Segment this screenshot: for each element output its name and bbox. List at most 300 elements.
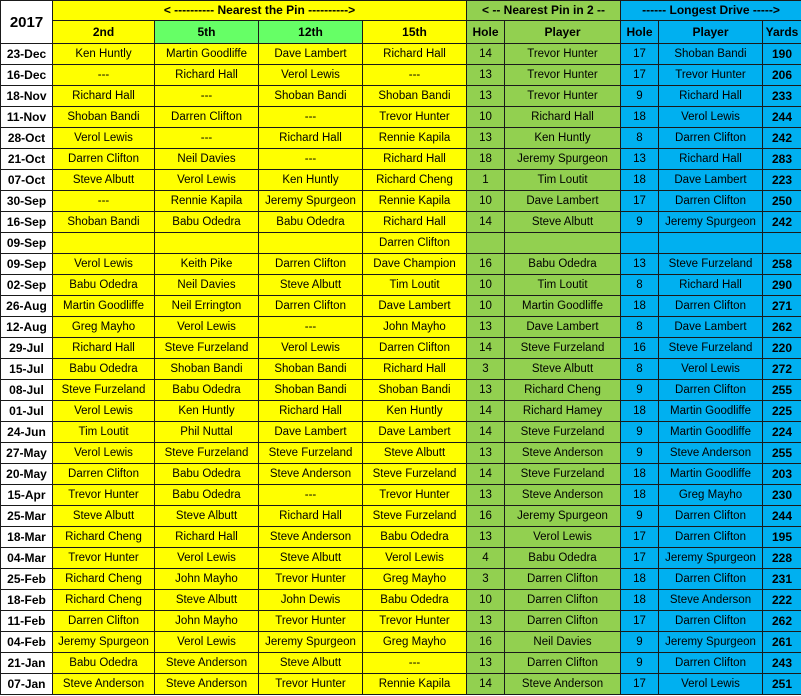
- nearest-pin-2nd-cell: Tim Loutit: [53, 422, 155, 443]
- nearest-pin-2nd-cell: ---: [53, 191, 155, 212]
- drive-hole-cell: 17: [621, 674, 659, 695]
- drive-player-cell: Jeremy Spurgeon: [659, 212, 763, 233]
- drive-player-cell: Verol Lewis: [659, 359, 763, 380]
- nearest-pin-12th-cell: ---: [259, 149, 363, 170]
- pin2-player-cell: Steve Anderson: [505, 674, 621, 695]
- nearest-pin-15th-cell: Dave Lambert: [363, 296, 467, 317]
- drive-player-cell: Darren Clifton: [659, 653, 763, 674]
- nearest-pin-15th-cell: Richard Hall: [363, 212, 467, 233]
- nearest-pin-5th-cell: Neil Errington: [155, 296, 259, 317]
- pin2-player-cell: Darren Clifton: [505, 590, 621, 611]
- date-cell: 07-Jan: [1, 674, 53, 695]
- nearest-pin-2nd-cell: Babu Odedra: [53, 275, 155, 296]
- table-row: [1, 233, 801, 254]
- column-header-row: [1, 21, 801, 44]
- table-row: [1, 590, 801, 611]
- nearest-pin-2nd-cell: Darren Clifton: [53, 611, 155, 632]
- drive-yards-cell: 244: [763, 107, 801, 128]
- table-row: [1, 212, 801, 233]
- nearest-pin-group-header: < ---------- Nearest the Pin ---------->: [53, 1, 467, 21]
- table-row: [1, 296, 801, 317]
- nearest-pin-15th-cell: Steve Furzeland: [363, 464, 467, 485]
- longest-drive-group-header: ------ Longest Drive ----->: [621, 1, 801, 21]
- drive-hole-cell: [621, 233, 659, 254]
- pin2-hole-cell: 10: [467, 275, 505, 296]
- table-row: [1, 254, 801, 275]
- table-row: [1, 107, 801, 128]
- nearest-pin-2nd-cell: Richard Hall: [53, 338, 155, 359]
- col-header-2nd: 2nd: [53, 21, 155, 44]
- pin2-player-cell: Steve Albutt: [505, 212, 621, 233]
- drive-hole-cell: 18: [621, 485, 659, 506]
- nearest-pin-2nd-cell: Steve Albutt: [53, 506, 155, 527]
- date-cell: 29-Jul: [1, 338, 53, 359]
- drive-hole-cell: 9: [621, 380, 659, 401]
- nearest-pin-15th-cell: Steve Albutt: [363, 443, 467, 464]
- nearest-pin-12th-cell: Ken Huntly: [259, 170, 363, 191]
- pin2-player-cell: Steve Anderson: [505, 443, 621, 464]
- drive-player-cell: Darren Clifton: [659, 506, 763, 527]
- nearest-pin-15th-cell: Greg Mayho: [363, 632, 467, 653]
- date-cell: 11-Nov: [1, 107, 53, 128]
- drive-player-cell: Darren Clifton: [659, 527, 763, 548]
- pin2-hole-cell: 16: [467, 506, 505, 527]
- date-cell: 18-Nov: [1, 86, 53, 107]
- nearest-pin-2nd-cell: Shoban Bandi: [53, 212, 155, 233]
- drive-yards-cell: 262: [763, 317, 801, 338]
- nearest-pin-2nd-cell: Steve Albutt: [53, 170, 155, 191]
- nearest-pin-2nd-cell: Ken Huntly: [53, 44, 155, 65]
- drive-yards-cell: 190: [763, 44, 801, 65]
- nearest-pin-5th-cell: ---: [155, 128, 259, 149]
- nearest-pin-5th-cell: Richard Hall: [155, 527, 259, 548]
- drive-yards-cell: 243: [763, 653, 801, 674]
- date-cell: 18-Mar: [1, 527, 53, 548]
- drive-yards-cell: [763, 233, 801, 254]
- drive-yards-cell: 206: [763, 65, 801, 86]
- date-cell: 18-Feb: [1, 590, 53, 611]
- nearest-pin-12th-cell: Dave Lambert: [259, 44, 363, 65]
- pin2-hole-cell: 18: [467, 149, 505, 170]
- pin2-hole-cell: 13: [467, 485, 505, 506]
- nearest-pin-12th-cell: Jeremy Spurgeon: [259, 632, 363, 653]
- table-row: [1, 422, 801, 443]
- table-row: [1, 170, 801, 191]
- nearest-pin-2nd-cell: Trevor Hunter: [53, 548, 155, 569]
- nearest-pin-5th-cell: ---: [155, 86, 259, 107]
- nearest-pin-12th-cell: Trevor Hunter: [259, 674, 363, 695]
- drive-yards-cell: 222: [763, 590, 801, 611]
- nearest-pin-12th-cell: Darren Clifton: [259, 254, 363, 275]
- drive-yards-cell: 242: [763, 212, 801, 233]
- pin2-player-cell: Tim Loutit: [505, 170, 621, 191]
- date-cell: 16-Sep: [1, 212, 53, 233]
- drive-hole-cell: 9: [621, 86, 659, 107]
- date-cell: 09-Sep: [1, 233, 53, 254]
- nearest-pin-5th-cell: Verol Lewis: [155, 317, 259, 338]
- drive-yards-cell: 203: [763, 464, 801, 485]
- drive-player-cell: [659, 233, 763, 254]
- nearest-pin-5th-cell: [155, 233, 259, 254]
- date-cell: 27-May: [1, 443, 53, 464]
- drive-player-cell: Trevor Hunter: [659, 65, 763, 86]
- nearest-pin-12th-cell: ---: [259, 317, 363, 338]
- nearest-pin-15th-cell: Richard Hall: [363, 44, 467, 65]
- nearest-pin-15th-cell: Babu Odedra: [363, 527, 467, 548]
- drive-hole-cell: 18: [621, 296, 659, 317]
- col-header-pin2-hole: Hole: [467, 21, 505, 44]
- table-row: [1, 191, 801, 212]
- drive-hole-cell: 8: [621, 275, 659, 296]
- date-cell: 26-Aug: [1, 296, 53, 317]
- nearest-pin-5th-cell: Babu Odedra: [155, 380, 259, 401]
- drive-yards-cell: 225: [763, 401, 801, 422]
- nearest-pin-15th-cell: Rennie Kapila: [363, 191, 467, 212]
- table-row: [1, 359, 801, 380]
- pin2-hole-cell: 13: [467, 128, 505, 149]
- date-cell: 04-Mar: [1, 548, 53, 569]
- pin2-hole-cell: 13: [467, 317, 505, 338]
- table-row: [1, 380, 801, 401]
- pin2-player-cell: Richard Cheng: [505, 380, 621, 401]
- drive-yards-cell: 231: [763, 569, 801, 590]
- drive-hole-cell: 8: [621, 128, 659, 149]
- drive-hole-cell: 17: [621, 65, 659, 86]
- drive-yards-cell: 244: [763, 506, 801, 527]
- table-row: [1, 506, 801, 527]
- drive-hole-cell: 13: [621, 149, 659, 170]
- drive-hole-cell: 17: [621, 548, 659, 569]
- col-header-15th: 15th: [363, 21, 467, 44]
- pin2-player-cell: Trevor Hunter: [505, 65, 621, 86]
- drive-player-cell: Martin Goodliffe: [659, 401, 763, 422]
- pin2-player-cell: Richard Hamey: [505, 401, 621, 422]
- table-row: [1, 317, 801, 338]
- nearest-pin-2nd-cell: Martin Goodliffe: [53, 296, 155, 317]
- date-cell: 28-Oct: [1, 128, 53, 149]
- nearest-pin-12th-cell: John Dewis: [259, 590, 363, 611]
- pin2-player-cell: Steve Albutt: [505, 359, 621, 380]
- nearest-pin-5th-cell: Verol Lewis: [155, 632, 259, 653]
- drive-hole-cell: 8: [621, 317, 659, 338]
- nearest-pin-5th-cell: John Mayho: [155, 611, 259, 632]
- nearest-pin-15th-cell: Trevor Hunter: [363, 611, 467, 632]
- drive-player-cell: Richard Hall: [659, 275, 763, 296]
- pin2-player-cell: Babu Odedra: [505, 548, 621, 569]
- nearest-pin-5th-cell: Steve Furzeland: [155, 338, 259, 359]
- nearest-pin-2nd-cell: Steve Furzeland: [53, 380, 155, 401]
- nearest-pin-15th-cell: Rennie Kapila: [363, 128, 467, 149]
- pin2-player-cell: Neil Davies: [505, 632, 621, 653]
- col-header-yards: Yards: [763, 21, 801, 44]
- drive-hole-cell: 8: [621, 359, 659, 380]
- drive-player-cell: Darren Clifton: [659, 569, 763, 590]
- table-row: [1, 44, 801, 65]
- nearest-pin-12th-cell: Shoban Bandi: [259, 359, 363, 380]
- nearest-pin-2nd-cell: Richard Cheng: [53, 527, 155, 548]
- date-cell: 20-May: [1, 464, 53, 485]
- drive-yards-cell: 242: [763, 128, 801, 149]
- table-row: [1, 401, 801, 422]
- table-row: [1, 632, 801, 653]
- pin2-player-cell: Babu Odedra: [505, 254, 621, 275]
- table-row: [1, 569, 801, 590]
- drive-yards-cell: 283: [763, 149, 801, 170]
- date-cell: 15-Apr: [1, 485, 53, 506]
- drive-hole-cell: 13: [621, 254, 659, 275]
- date-cell: 04-Feb: [1, 632, 53, 653]
- drive-player-cell: Darren Clifton: [659, 191, 763, 212]
- drive-player-cell: Darren Clifton: [659, 128, 763, 149]
- drive-hole-cell: 18: [621, 401, 659, 422]
- drive-player-cell: Jeremy Spurgeon: [659, 548, 763, 569]
- nearest-pin-2nd-cell: ---: [53, 65, 155, 86]
- nearest-pin-15th-cell: Steve Furzeland: [363, 506, 467, 527]
- col-header-drive-hole: Hole: [621, 21, 659, 44]
- table-row: [1, 611, 801, 632]
- nearest-pin-5th-cell: Shoban Bandi: [155, 359, 259, 380]
- pin2-hole-cell: 14: [467, 212, 505, 233]
- pin2-hole-cell: 13: [467, 527, 505, 548]
- nearest-pin-15th-cell: Dave Lambert: [363, 422, 467, 443]
- pin2-hole-cell: 14: [467, 44, 505, 65]
- nearest-pin-5th-cell: Steve Anderson: [155, 674, 259, 695]
- drive-player-cell: Greg Mayho: [659, 485, 763, 506]
- nearest-pin-5th-cell: John Mayho: [155, 569, 259, 590]
- nearest-pin-15th-cell: John Mayho: [363, 317, 467, 338]
- drive-player-cell: Martin Goodliffe: [659, 422, 763, 443]
- nearest-pin-2nd-cell: Richard Cheng: [53, 590, 155, 611]
- drive-hole-cell: 18: [621, 170, 659, 191]
- nearest-pin-15th-cell: Tim Loutit: [363, 275, 467, 296]
- drive-player-cell: Dave Lambert: [659, 317, 763, 338]
- date-cell: 12-Aug: [1, 317, 53, 338]
- pin2-player-cell: Steve Furzeland: [505, 338, 621, 359]
- drive-hole-cell: 16: [621, 338, 659, 359]
- drive-hole-cell: 17: [621, 611, 659, 632]
- nearest-pin-5th-cell: Rennie Kapila: [155, 191, 259, 212]
- nearest-pin-2nd-cell: [53, 233, 155, 254]
- drive-hole-cell: 17: [621, 191, 659, 212]
- drive-hole-cell: 9: [621, 506, 659, 527]
- nearest-pin-12th-cell: Richard Hall: [259, 128, 363, 149]
- pin2-player-cell: Steve Furzeland: [505, 422, 621, 443]
- pin2-hole-cell: 1: [467, 170, 505, 191]
- pin2-player-cell: [505, 233, 621, 254]
- drive-hole-cell: 9: [621, 443, 659, 464]
- nearest-pin-15th-cell: Shoban Bandi: [363, 380, 467, 401]
- pin2-player-cell: Darren Clifton: [505, 653, 621, 674]
- pin2-hole-cell: 14: [467, 422, 505, 443]
- table-row: [1, 527, 801, 548]
- nearest-pin-2nd-cell: Jeremy Spurgeon: [53, 632, 155, 653]
- date-cell: 01-Jul: [1, 401, 53, 422]
- nearest-pin-5th-cell: Neil Davies: [155, 275, 259, 296]
- nearest-pin-12th-cell: Shoban Bandi: [259, 380, 363, 401]
- date-cell: 16-Dec: [1, 65, 53, 86]
- nearest-pin-12th-cell: Richard Hall: [259, 401, 363, 422]
- date-cell: 02-Sep: [1, 275, 53, 296]
- pin2-player-cell: Jeremy Spurgeon: [505, 506, 621, 527]
- drive-yards-cell: 220: [763, 338, 801, 359]
- nearest-pin-12th-cell: ---: [259, 485, 363, 506]
- nearest-pin-5th-cell: Keith Pike: [155, 254, 259, 275]
- nearest-pin-15th-cell: Trevor Hunter: [363, 485, 467, 506]
- drive-yards-cell: 195: [763, 527, 801, 548]
- date-cell: 11-Feb: [1, 611, 53, 632]
- nearest-pin-15th-cell: Greg Mayho: [363, 569, 467, 590]
- drive-player-cell: Martin Goodliffe: [659, 464, 763, 485]
- pin2-player-cell: Ken Huntly: [505, 128, 621, 149]
- nearest-pin-5th-cell: Steve Albutt: [155, 590, 259, 611]
- drive-player-cell: Steve Furzeland: [659, 254, 763, 275]
- drive-player-cell: Shoban Bandi: [659, 44, 763, 65]
- drive-yards-cell: 261: [763, 632, 801, 653]
- nearest-pin-15th-cell: Verol Lewis: [363, 548, 467, 569]
- pin2-hole-cell: 14: [467, 464, 505, 485]
- col-header-pin2-player: Player: [505, 21, 621, 44]
- pin2-player-cell: Richard Hall: [505, 107, 621, 128]
- nearest-pin-12th-cell: Richard Hall: [259, 506, 363, 527]
- nearest-pin-12th-cell: Babu Odedra: [259, 212, 363, 233]
- nearest-pin-2nd-cell: Darren Clifton: [53, 149, 155, 170]
- nearest-pin-2nd-cell: Babu Odedra: [53, 359, 155, 380]
- nearest-pin-12th-cell: Steve Anderson: [259, 464, 363, 485]
- drive-player-cell: Verol Lewis: [659, 107, 763, 128]
- drive-yards-cell: 255: [763, 443, 801, 464]
- pin2-hole-cell: 14: [467, 401, 505, 422]
- nearest-pin-5th-cell: Ken Huntly: [155, 401, 259, 422]
- drive-hole-cell: 9: [621, 632, 659, 653]
- drive-hole-cell: 17: [621, 44, 659, 65]
- nearest-pin-5th-cell: Martin Goodliffe: [155, 44, 259, 65]
- table-row: [1, 86, 801, 107]
- nearest-pin-12th-cell: Dave Lambert: [259, 422, 363, 443]
- nearest-pin-15th-cell: Richard Hall: [363, 359, 467, 380]
- nearest-pin-15th-cell: Darren Clifton: [363, 233, 467, 254]
- drive-yards-cell: 224: [763, 422, 801, 443]
- nearest-pin-5th-cell: Phil Nuttal: [155, 422, 259, 443]
- drive-player-cell: Steve Anderson: [659, 443, 763, 464]
- nearest-pin-15th-cell: Richard Cheng: [363, 170, 467, 191]
- nearest-pin-5th-cell: Steve Furzeland: [155, 443, 259, 464]
- drive-hole-cell: 18: [621, 464, 659, 485]
- nearest-pin-5th-cell: Babu Odedra: [155, 212, 259, 233]
- date-cell: 21-Oct: [1, 149, 53, 170]
- pin2-hole-cell: 10: [467, 107, 505, 128]
- pin2-hole-cell: 13: [467, 86, 505, 107]
- drive-player-cell: Steve Furzeland: [659, 338, 763, 359]
- date-cell: 24-Jun: [1, 422, 53, 443]
- pin2-hole-cell: 13: [467, 380, 505, 401]
- pin2-hole-cell: 14: [467, 338, 505, 359]
- nearest-pin-5th-cell: Babu Odedra: [155, 485, 259, 506]
- date-cell: 09-Sep: [1, 254, 53, 275]
- nearest-pin-5th-cell: Neil Davies: [155, 149, 259, 170]
- group-header-row: [1, 1, 801, 21]
- drive-player-cell: Steve Anderson: [659, 590, 763, 611]
- results-body: [1, 44, 801, 695]
- nearest-pin-15th-cell: Richard Hall: [363, 149, 467, 170]
- nearest-pin-12th-cell: Trevor Hunter: [259, 569, 363, 590]
- date-cell: 07-Oct: [1, 170, 53, 191]
- nearest-pin-5th-cell: Steve Anderson: [155, 653, 259, 674]
- nearest-pin-2nd-cell: Verol Lewis: [53, 128, 155, 149]
- pin2-hole-cell: 3: [467, 359, 505, 380]
- date-cell: 25-Mar: [1, 506, 53, 527]
- drive-yards-cell: 271: [763, 296, 801, 317]
- drive-yards-cell: 228: [763, 548, 801, 569]
- pin2-player-cell: Verol Lewis: [505, 527, 621, 548]
- table-row: [1, 464, 801, 485]
- pin2-hole-cell: [467, 233, 505, 254]
- drive-hole-cell: 9: [621, 422, 659, 443]
- drive-hole-cell: 18: [621, 107, 659, 128]
- nearest-pin-5th-cell: Steve Albutt: [155, 506, 259, 527]
- nearest-pin-2nd-cell: Greg Mayho: [53, 317, 155, 338]
- drive-yards-cell: 230: [763, 485, 801, 506]
- pin2-player-cell: Steve Furzeland: [505, 464, 621, 485]
- nearest-pin-2nd-cell: Trevor Hunter: [53, 485, 155, 506]
- nearest-pin-15th-cell: Ken Huntly: [363, 401, 467, 422]
- nearest-pin-12th-cell: Steve Furzeland: [259, 443, 363, 464]
- nearest-pin-12th-cell: Steve Anderson: [259, 527, 363, 548]
- table-row: [1, 674, 801, 695]
- nearest-pin-12th-cell: Shoban Bandi: [259, 86, 363, 107]
- nearest-pin-12th-cell: Steve Albutt: [259, 275, 363, 296]
- nearest-pin-12th-cell: Steve Albutt: [259, 548, 363, 569]
- year-cell: 2017: [1, 1, 53, 44]
- nearest-pin-2nd-cell: Verol Lewis: [53, 401, 155, 422]
- drive-yards-cell: 233: [763, 86, 801, 107]
- drive-yards-cell: 262: [763, 611, 801, 632]
- drive-yards-cell: 251: [763, 674, 801, 695]
- pin2-hole-cell: 16: [467, 254, 505, 275]
- drive-player-cell: Dave Lambert: [659, 170, 763, 191]
- drive-yards-cell: 250: [763, 191, 801, 212]
- pin2-hole-cell: 10: [467, 191, 505, 212]
- table-row: [1, 149, 801, 170]
- col-header-12th: 12th: [259, 21, 363, 44]
- nearest-pin-15th-cell: Rennie Kapila: [363, 674, 467, 695]
- pin2-hole-cell: 3: [467, 569, 505, 590]
- pin2-player-cell: Darren Clifton: [505, 611, 621, 632]
- drive-yards-cell: 272: [763, 359, 801, 380]
- pin2-hole-cell: 10: [467, 296, 505, 317]
- drive-yards-cell: 255: [763, 380, 801, 401]
- drive-yards-cell: 223: [763, 170, 801, 191]
- date-cell: 23-Dec: [1, 44, 53, 65]
- pin2-player-cell: Steve Anderson: [505, 485, 621, 506]
- nearest-pin-2nd-cell: Steve Anderson: [53, 674, 155, 695]
- drive-player-cell: Verol Lewis: [659, 674, 763, 695]
- date-cell: 25-Feb: [1, 569, 53, 590]
- pin2-hole-cell: 13: [467, 443, 505, 464]
- date-cell: 08-Jul: [1, 380, 53, 401]
- nearest-pin-12th-cell: Verol Lewis: [259, 338, 363, 359]
- drive-player-cell: Richard Hall: [659, 149, 763, 170]
- drive-yards-cell: 258: [763, 254, 801, 275]
- nearest-pin-15th-cell: ---: [363, 653, 467, 674]
- pin2-player-cell: Trevor Hunter: [505, 44, 621, 65]
- date-cell: 21-Jan: [1, 653, 53, 674]
- table-row: [1, 128, 801, 149]
- nearest-pin-12th-cell: Trevor Hunter: [259, 611, 363, 632]
- pin2-player-cell: Tim Loutit: [505, 275, 621, 296]
- drive-hole-cell: 18: [621, 569, 659, 590]
- drive-player-cell: Richard Hall: [659, 86, 763, 107]
- nearest-pin-2nd-cell: Babu Odedra: [53, 653, 155, 674]
